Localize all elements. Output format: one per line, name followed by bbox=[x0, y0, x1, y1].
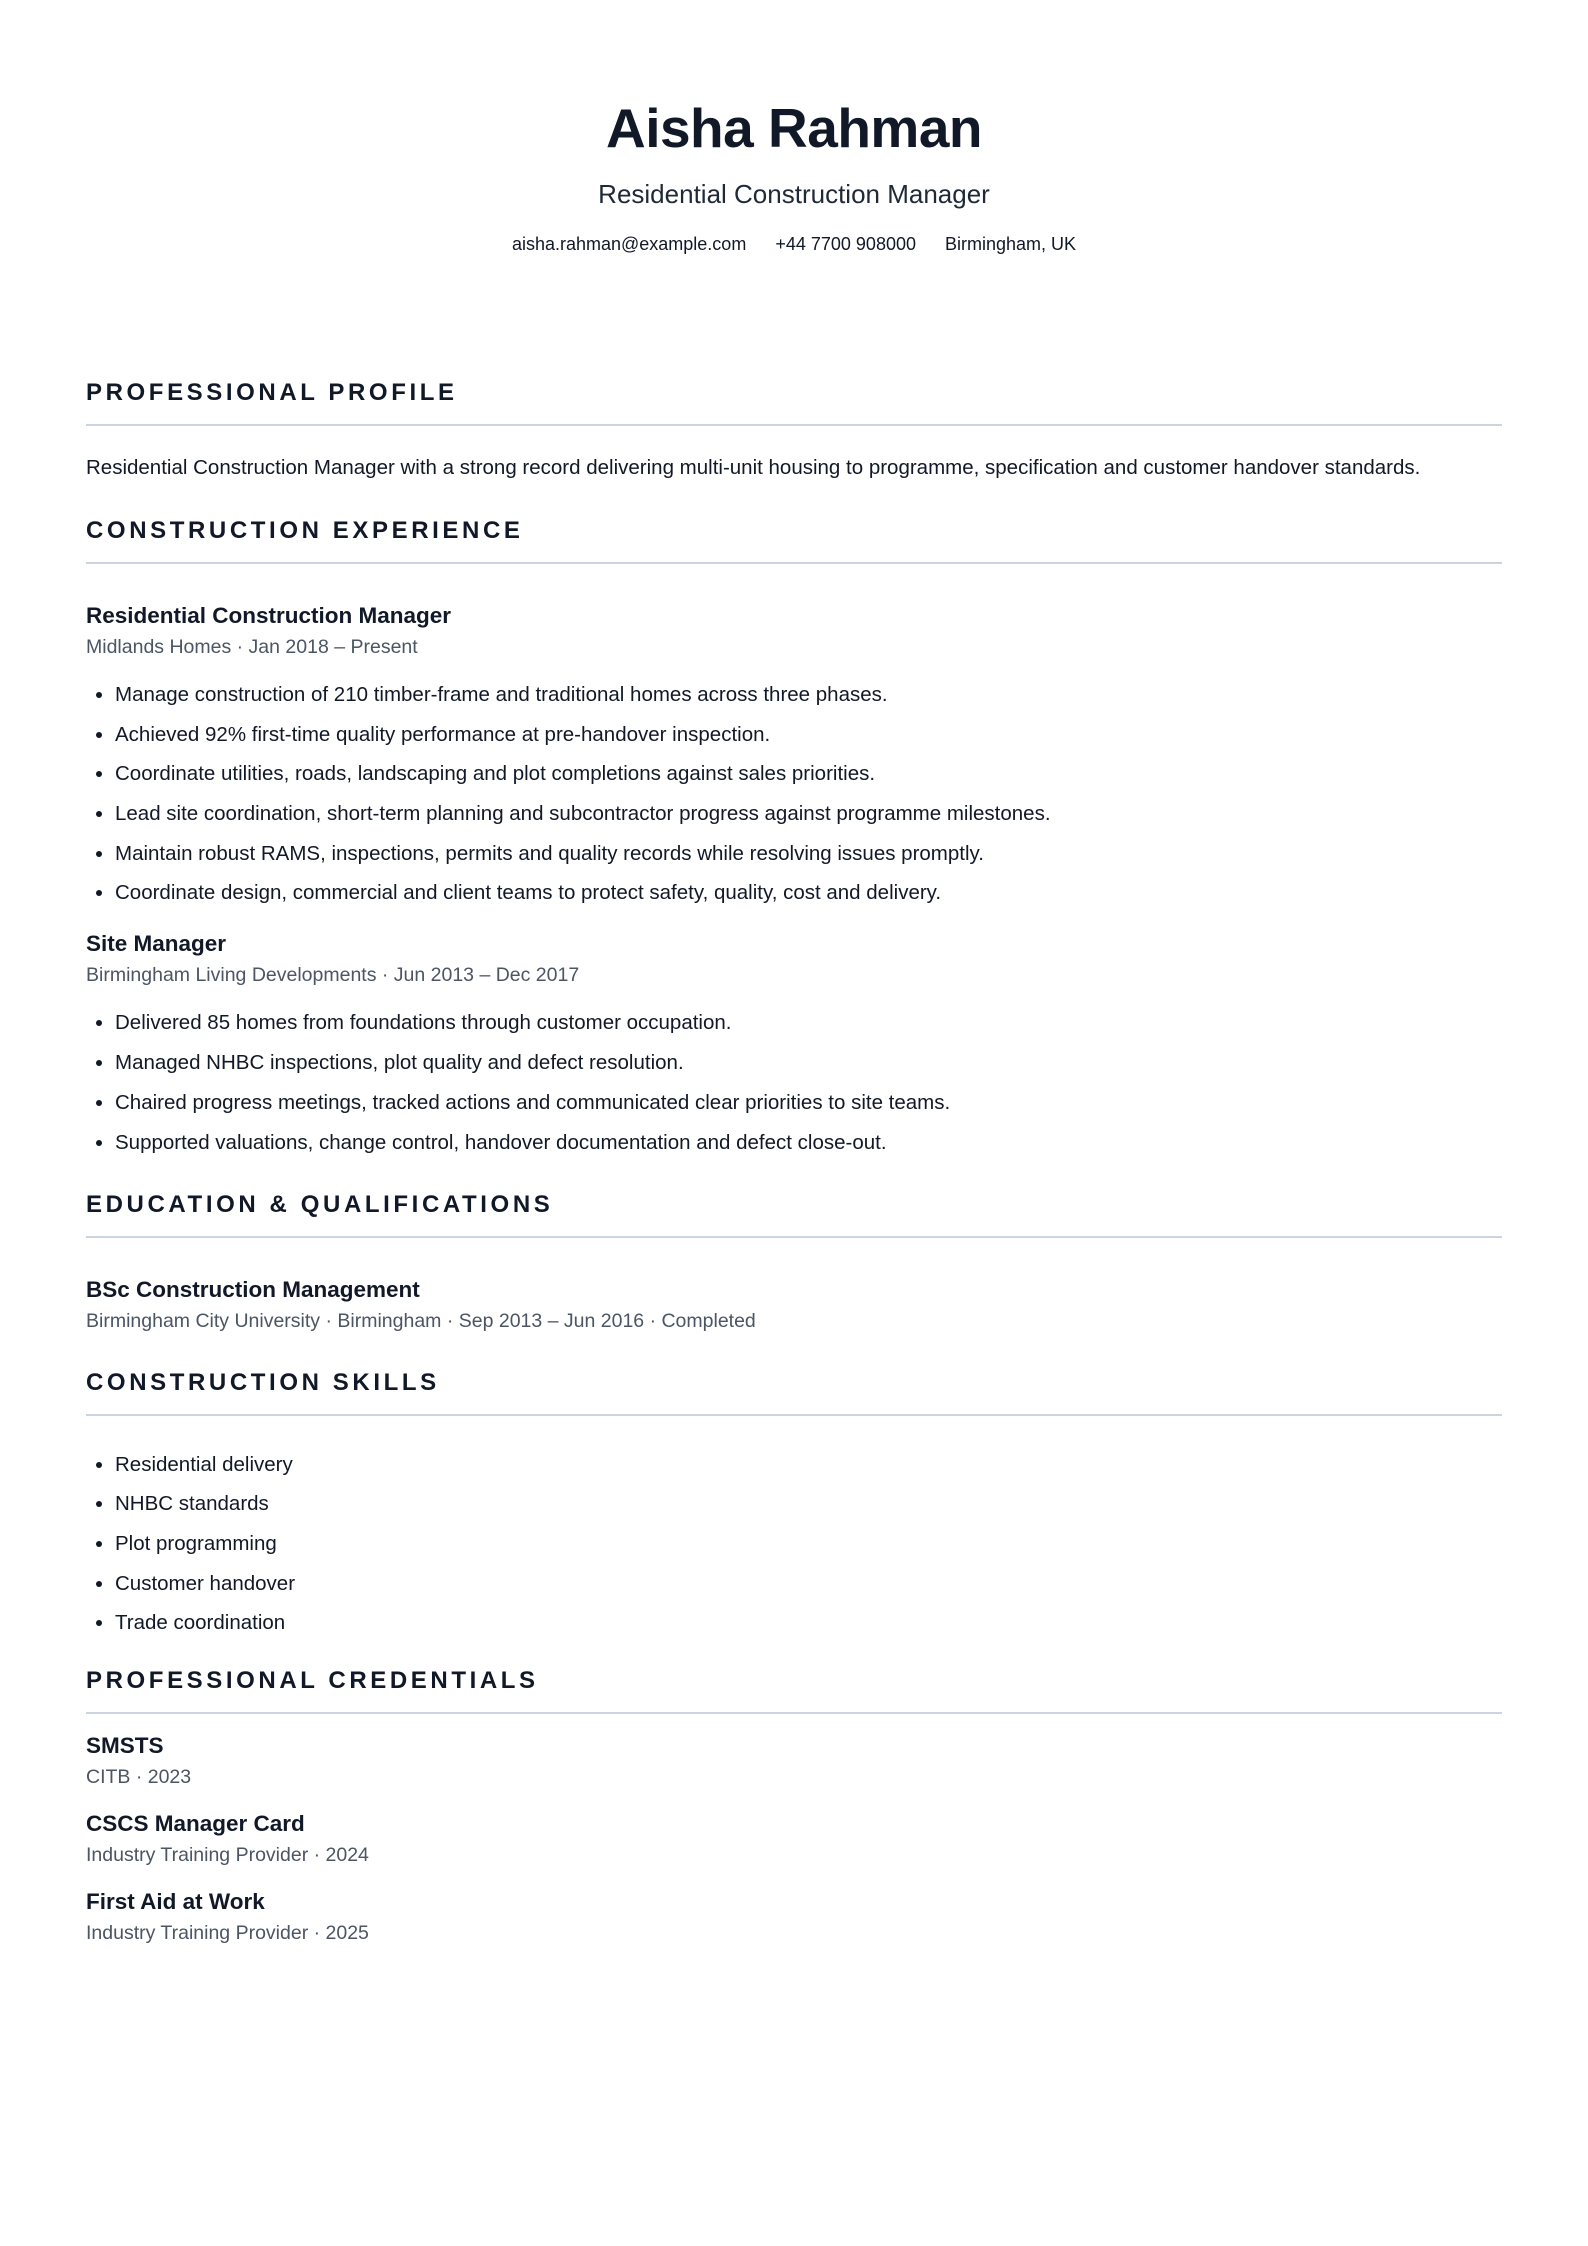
list-item: • Chaired progress meetings, tracked actions and communicated clear priorities to site teams. bbox=[115, 1090, 1502, 1116]
degree-meta: Birmingham City University · Birmingham · Sep 2013 – Jun 2016 · Completed bbox=[86, 1309, 756, 1332]
section-divider bbox=[86, 1236, 1502, 1238]
skill-item: • Residential delivery bbox=[115, 1452, 1502, 1478]
section-divider bbox=[86, 1414, 1502, 1416]
list-item: • Achieved 92% first-time quality performance at pre-handover inspection. bbox=[115, 722, 1502, 748]
section-title: CONSTRUCTION EXPERIENCE bbox=[86, 517, 524, 544]
credential-meta: Industry Training Provider · 2024 bbox=[86, 1844, 369, 1867]
credential-entry bbox=[86, 1732, 1502, 1790]
job-entry bbox=[86, 602, 1502, 906]
list-item: • Managed NHBC inspections, plot quality and defect resolution. bbox=[115, 1050, 1502, 1076]
section-divider bbox=[86, 1712, 1502, 1714]
skills-list bbox=[86, 1452, 1502, 1637]
education-entry bbox=[86, 1276, 1502, 1334]
contact-location: Birmingham, UK bbox=[945, 234, 1077, 254]
profile-text: Residential Construction Manager with a strong record delivering multi-unit housing to programme, specification and customer handover standards. bbox=[86, 456, 1421, 479]
profile-section bbox=[86, 378, 1502, 484]
job-title: Site Manager bbox=[86, 931, 227, 957]
degree-title: BSc Construction Management bbox=[86, 1276, 420, 1302]
list-item: • Manage construction of 210 timber-frame and traditional homes across three phases. bbox=[115, 682, 1502, 708]
job-bullets bbox=[86, 1010, 1502, 1155]
skill-item: • Trade coordination bbox=[115, 1610, 1502, 1636]
section-title: PROFESSIONAL CREDENTIALS bbox=[86, 1667, 539, 1695]
section-divider bbox=[86, 562, 1502, 564]
candidate-name: Aisha Rahman bbox=[605, 97, 983, 159]
credential-title: First Aid at Work bbox=[86, 1889, 265, 1915]
resume-header bbox=[86, 0, 1502, 256]
skill-item: • NHBC standards bbox=[115, 1491, 1502, 1517]
section-title: EDUCATION & QUALIFICATIONS bbox=[86, 1190, 554, 1218]
section-title: CONSTRUCTION SKILLS bbox=[86, 1368, 440, 1396]
list-item: • Lead site coordination, short-term planning and subcontractor progress against programme milestones. bbox=[115, 801, 1502, 827]
job-meta: Midlands Homes · Jan 2018 – Present bbox=[86, 636, 418, 658]
credential-meta: CITB · 2023 bbox=[86, 1766, 192, 1789]
skill-item: • Customer handover bbox=[115, 1571, 1502, 1597]
section-title: PROFESSIONAL PROFILE bbox=[86, 379, 458, 406]
list-item: • Supported valuations, change control, handover documentation and defect close-out. bbox=[115, 1130, 1502, 1156]
job-bullets bbox=[86, 682, 1502, 906]
education-section bbox=[86, 1190, 1502, 1334]
list-item: • Maintain robust RAMS, inspections, permits and quality records while resolving issues promptly. bbox=[115, 841, 1502, 867]
skill-item: • Plot programming bbox=[115, 1531, 1502, 1557]
skills-section bbox=[86, 1368, 1502, 1637]
job-meta: Birmingham Living Developments · Jun 2013 – Dec 2017 bbox=[86, 964, 580, 987]
job-title: Residential Construction Manager bbox=[86, 603, 452, 628]
list-item: • Delivered 85 homes from foundations through customer occupation. bbox=[115, 1010, 1502, 1036]
credential-title: CSCS Manager Card bbox=[86, 1811, 305, 1837]
section-divider bbox=[86, 424, 1502, 426]
credential-title: SMSTS bbox=[86, 1733, 164, 1759]
contact-line bbox=[86, 232, 1502, 256]
list-item: • Coordinate utilities, roads, landscaping and plot completions against sales priorities. bbox=[115, 761, 1502, 787]
contact-email[interactable]: aisha.rahman@example.com bbox=[511, 234, 747, 254]
credentials-section bbox=[86, 1666, 1502, 1946]
job-entry bbox=[86, 930, 1502, 1155]
credential-meta: Industry Training Provider · 2025 bbox=[86, 1922, 369, 1945]
credential-entry bbox=[86, 1810, 1502, 1868]
contact-phone[interactable]: +44 7700 908000 bbox=[775, 234, 916, 254]
candidate-role: Residential Construction Manager bbox=[598, 179, 990, 209]
experience-section bbox=[86, 516, 1502, 1156]
credential-entry bbox=[86, 1888, 1502, 1946]
list-item: • Coordinate design, commercial and client teams to protect safety, quality, cost and delivery. bbox=[115, 880, 1502, 906]
